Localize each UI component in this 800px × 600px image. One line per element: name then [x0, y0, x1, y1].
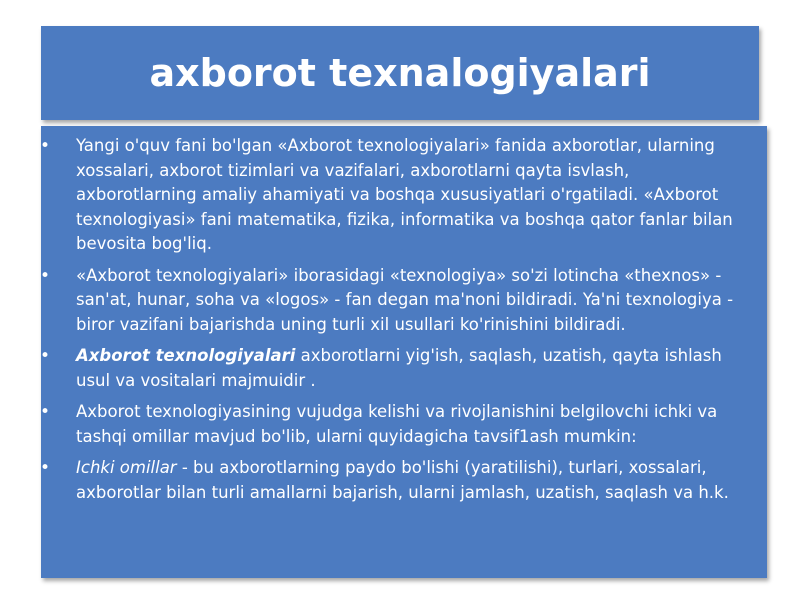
bullet-emphasis: Axborot texnologiyalari: [76, 346, 296, 365]
bullet-dot-icon: •: [40, 265, 51, 286]
bullet-dot-icon: •: [40, 346, 51, 366]
bullet-text: axborotlarni yig'ish, saqlash, uzatish, qayta ishlash usul va vositalari majmuidir .: [76, 346, 722, 390]
slide-title-box: [41, 26, 759, 120]
slide-title: axborot texnalogiyalari: [149, 51, 651, 95]
bullet-dot-icon: •: [40, 402, 51, 422]
bullet-list: [41, 126, 767, 505]
bullet-text: Axborot texnologiyasining vujudga kelishi va rivojlanishini belgilovchi ichki va tashqi omillar mavjud bo'lib, ularni quyidagicha tavsif1ash mumkin:: [76, 402, 718, 446]
bullet-emphasis: Ichki omillar: [76, 458, 177, 477]
bullet-item-2: [41, 264, 755, 338]
bullet-item-1: [41, 134, 755, 257]
bullet-text: «Axborot texnologiyalari» iborasidagi «texnologiya» so'zi lotincha «thexnos» - san'at, hunar, soha va «logos» - fan degan ma'noni bildiradi. Ya'ni texnologiya - biror vazifani bajarishda uning turli xil usullari ko'rinishini bildiradi.: [76, 265, 734, 334]
bullet-item-4: [41, 400, 755, 449]
bullet-dot-icon: •: [40, 458, 51, 478]
bullet-dot-icon: •: [40, 136, 51, 156]
slide-content-box: [41, 126, 767, 578]
bullet-item-3: [41, 344, 755, 393]
bullet-item-5: [41, 456, 755, 505]
bullet-text: Yangi o'quv fani bo'lgan «Axborot texnologiyalari» fanida axborotlar, ularning xossalari, axborot tizimlari va vazifalari, axborotlarni qayta isvlash, axborotlarning amaliy ahamiyati va boshqa xususiyatlari o'rgatiladi. «Axborot texnologiyasi» fani matematika, fizika, informatika va boshqa qator fanlar bilan bevosita bog'liq.: [76, 136, 733, 253]
bullet-text: - bu axborotlarning paydo bo'lishi (yaratilishi), turlari, xossalari, axborotlar bilan turli amallarni bajarish, ularni jamlash, uzatish, saqlash va h.k.: [76, 458, 729, 502]
